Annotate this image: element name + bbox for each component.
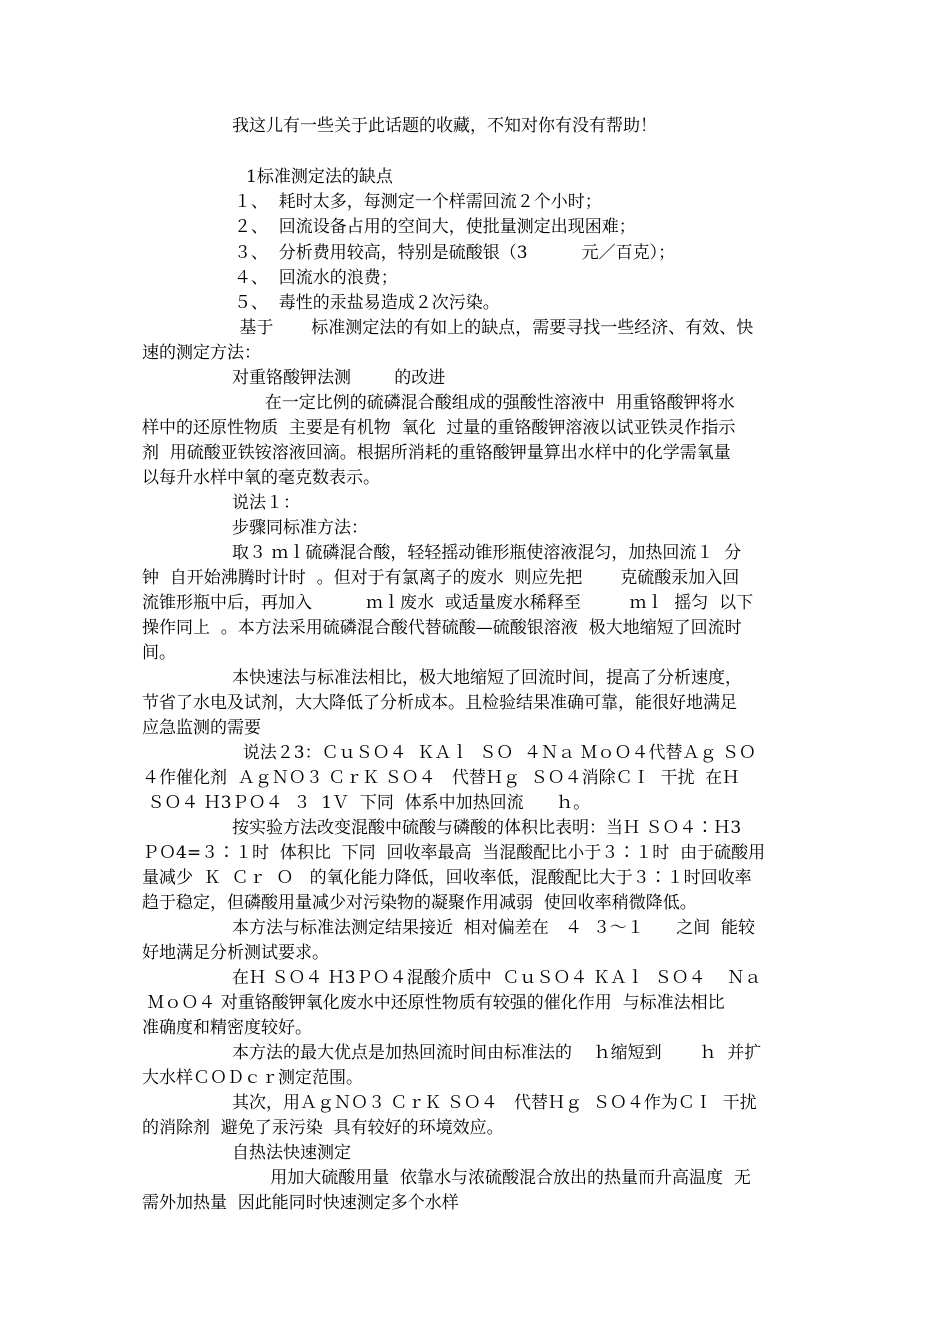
paragraph-line: 样中的还原性物质 主要是有机物 氧化 过量的重铬酸钾溶液以试亚铁灵作指示 bbox=[142, 418, 736, 438]
paragraph-line: 操作同上 。本方法采用硫磷混合酸代替硫酸—硫酸银溶液 极大地缩短了回流时 bbox=[142, 618, 742, 638]
paragraph-line: 说法１： bbox=[232, 493, 300, 513]
paragraph-line: 趋于稳定，但磷酸用量减少对污染物的凝聚作用减弱 使回收率稍微降低。 bbox=[142, 893, 697, 913]
paragraph-line: 以每升水样中氧的毫克数表示。 bbox=[142, 468, 380, 488]
paragraph-line: 的消除剂 避免了汞污染 具有较好的环境效应。 bbox=[142, 1118, 504, 1138]
paragraph-line: 准确度和精密度较好。 bbox=[142, 1018, 312, 1038]
drawback-item: ２、 回流设备占用的空间大，使批量测定出现困难； bbox=[234, 217, 636, 237]
paragraph-line: 在一定比例的硫磷混合酸组成的强酸性溶液中 用重铬酸钾将水 bbox=[254, 393, 735, 413]
drawback-item: １、 耗时太多，每测定一个样需回流２个小时； bbox=[234, 192, 602, 212]
paragraph-line: ＭｏＯ４ 对重铬酸钾氧化废水中还原性物质有较强的催化作用 与标准法相比 bbox=[142, 993, 725, 1013]
paragraph-line: 需外加热量 因此能同时快速测定多个水样 bbox=[142, 1193, 459, 1213]
paragraph-line: 对重铬酸钾法测 的改进 bbox=[232, 368, 446, 388]
paragraph-line: 说法２3：ＣｕＳＯ４ ＫＡｌ ＳＯ ４Ｎａ ＭｏＯ４代替Ａｇ ＳＯ bbox=[232, 743, 756, 763]
paragraph-line: ＰＯ4=３∶１时 体积比 下同 回收率最高 当混酸配比小于３∶１时 由于硫酸用 bbox=[142, 843, 766, 863]
paragraph-line: 基于 标准测定法的有如上的缺点，需要寻找一些经济、有效、快 bbox=[234, 318, 754, 338]
paragraph-line: ＳＯ４ Ｈ3ＰＯ４ ３ 1Ｖ 下同 体系中加热回流 ｈ。 bbox=[142, 793, 591, 813]
paragraph-line: ４作催化剂 ＡｇＮＯ３ ＣｒＫ ＳＯ４ 代替Ｈｇ ＳＯ４消除ＣＩ 干扰 在Ｈ bbox=[142, 768, 740, 788]
paragraph-line: 用加大硫酸用量 依靠水与浓硫酸混合放出的热量而升高温度 无 bbox=[254, 1168, 751, 1188]
paragraph-line: 本快速法与标准法相比，极大地缩短了回流时间，提高了分析速度， bbox=[232, 668, 742, 688]
paragraph-line: 按实验方法改变混酸中硫酸与磷酸的体积比表明：当Ｈ ＳＯ４∶Ｈ3 bbox=[232, 818, 742, 838]
paragraph-line: 量减少 Ｋ Ｃｒ Ｏ 的氧化能力降低，回收率低，混酸配比大于３∶１时回收率 bbox=[142, 868, 752, 888]
intro-text: 我这儿有一些关于此话题的收藏，不知对你有没有帮助！ bbox=[232, 116, 657, 136]
paragraph-line: 其次，用ＡｇＮＯ３ ＣｒＫ ＳＯ４ 代替Ｈｇ ＳＯ４作为ＣＩ 干扰 bbox=[232, 1093, 757, 1113]
paragraph-line: 间。 bbox=[142, 643, 176, 663]
paragraph-line: 应急监测的需要 bbox=[142, 718, 261, 738]
paragraph-line: 钟 自开始沸腾时计时 。但对于有氯离子的废水 则应先把 克硫酸汞加入回 bbox=[142, 568, 740, 588]
paragraph-line: 剂 用硫酸亚铁铵溶液回滴。根据所消耗的重铬酸钾量算出水样中的化学需氧量 bbox=[142, 443, 731, 463]
paragraph-line: 速的测定方法： bbox=[142, 343, 261, 363]
drawback-item: ５、 毒性的汞盐易造成２次污染。 bbox=[234, 293, 500, 313]
paragraph-line: 大水样ＣＯＤｃｒ测定范围。 bbox=[142, 1068, 363, 1088]
paragraph-line: 取３ ｍｌ硫磷混合酸，轻轻摇动锥形瓶使溶液混匀，加热回流１ 分 bbox=[232, 543, 742, 563]
paragraph-line: 在Ｈ ＳＯ４ Ｈ3ＰＯ４混酸介质中 ＣｕＳＯ４ ＫＡｌ ＳＯ４ Ｎａ bbox=[232, 968, 762, 988]
section-title: 1标准测定法的缺点 bbox=[246, 167, 393, 187]
paragraph-line: 流锥形瓶中后，再加入 ｍｌ废水 或适量废水稀释至 ｍｌ 摇匀 以下 bbox=[142, 593, 754, 613]
paragraph-line: 好地满足分析测试要求。 bbox=[142, 943, 329, 963]
paragraph-line: 自热法快速测定 bbox=[232, 1143, 351, 1163]
drawback-item: ４、 回流水的浪费； bbox=[234, 268, 398, 288]
paragraph-line: 节省了水电及试剂，大大降低了分析成本。且检验结果准确可靠，能很好地满足 bbox=[142, 693, 737, 713]
paragraph-line: 本方法与标准法测定结果接近 相对偏差在 ４ ３～１ 之间 能较 bbox=[232, 918, 756, 938]
drawback-item: ３、 分析费用较高，特别是硫酸银（3 元／百克）； bbox=[234, 243, 676, 263]
paragraph-line: 步骤同标准方法： bbox=[232, 518, 368, 538]
paragraph-line: 本方法的最大优点是加热回流时间由标准法的 ｈ缩短到 ｈ 并扩 bbox=[232, 1043, 762, 1063]
